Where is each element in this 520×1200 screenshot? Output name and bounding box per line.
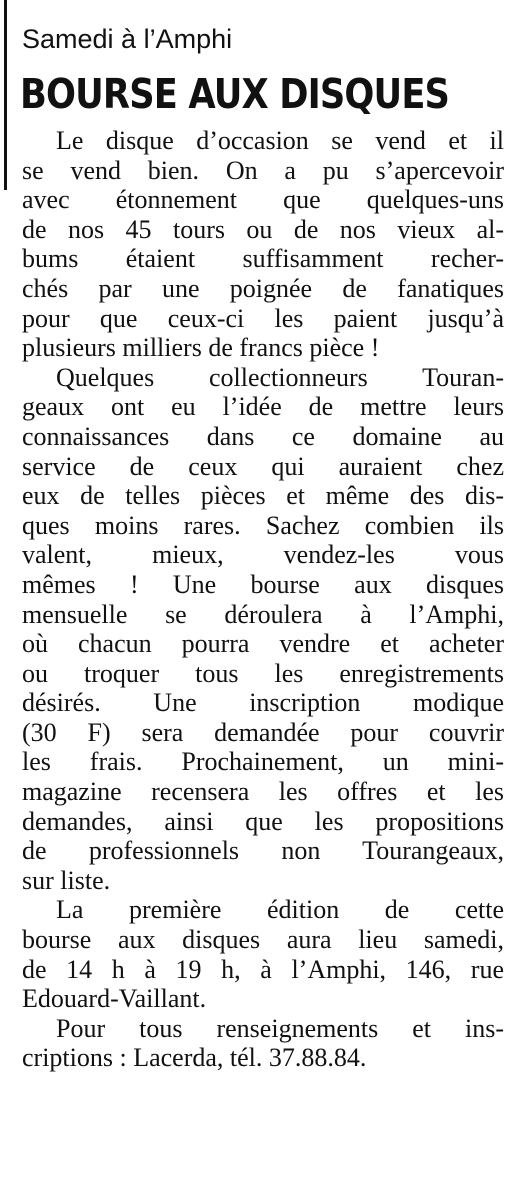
- article-kicker: Samedi à l’Amphi: [22, 24, 233, 54]
- text-line: demandes, ainsi que les propositions: [22, 806, 504, 836]
- text-line: de professionnels non Tourangeaux,: [22, 836, 504, 866]
- text-line: les frais. Prochainement, un mini-: [22, 747, 504, 777]
- text-line: se vend bien. On a pu s’apercevoir: [22, 155, 504, 185]
- text-line: chés par une poignée de fanatiques: [22, 273, 504, 303]
- text-line: Pour tous renseignements et ins-: [56, 1013, 504, 1043]
- text-line: plusieurs milliers de francs pièce !: [22, 333, 380, 363]
- article-body: [22, 126, 504, 1073]
- text-line: (30 F) sera demandée pour couvrir: [22, 717, 504, 747]
- text-line: où chacun pourra vendre et acheter: [22, 629, 504, 659]
- text-line: Quelques collectionneurs Touran-: [56, 362, 504, 392]
- text-line: criptions : Lacerda, tél. 37.88.84.: [22, 1043, 367, 1073]
- text-line: pour que ceux-ci les paient jusqu’à: [22, 303, 504, 333]
- column-rule: [4, 0, 7, 190]
- article-headline: BOURSE AUX DISQUES: [20, 70, 450, 118]
- text-line: connaissances dans ce domaine au: [22, 421, 504, 451]
- text-line: de nos 45 tours ou de nos vieux al-: [22, 214, 504, 244]
- text-line: de 14 h à 19 h, à l’Amphi, 146, rue: [22, 954, 504, 984]
- text-line: eux de telles pièces et même des dis-: [22, 481, 504, 511]
- paragraph-2: [22, 363, 504, 896]
- text-line: magazine recensera les offres et les: [22, 777, 504, 807]
- text-line: sur liste.: [22, 865, 111, 895]
- text-line: La première édition de cette: [56, 895, 504, 925]
- text-line: mêmes ! Une bourse aux disques: [22, 569, 504, 599]
- text-line: bourse aux disques aura lieu samedi,: [22, 925, 504, 955]
- paragraph-3: [22, 895, 504, 1013]
- text-line: bums étaient suffisamment recher-: [22, 244, 504, 274]
- text-line: geaux ont eu l’idée de mettre leurs: [22, 392, 504, 422]
- text-line: Le disque d’occasion se vend et il: [56, 126, 504, 155]
- text-line: avec étonnement que quelques-uns: [22, 185, 504, 215]
- paragraph-1: [22, 126, 504, 363]
- text-line: valent, mieux, vendez-les vous: [22, 540, 504, 570]
- text-line: service de ceux qui auraient chez: [22, 451, 504, 481]
- text-line: Edouard-Vaillant.: [22, 984, 207, 1014]
- text-line: mensuelle se déroulera à l’Amphi,: [22, 599, 504, 629]
- text-line: désirés. Une inscription modique: [22, 688, 504, 718]
- text-line: ques moins rares. Sachez combien ils: [22, 510, 504, 540]
- text-line: ou troquer tous les enregistrements: [22, 658, 504, 688]
- paragraph-4: [22, 1014, 504, 1073]
